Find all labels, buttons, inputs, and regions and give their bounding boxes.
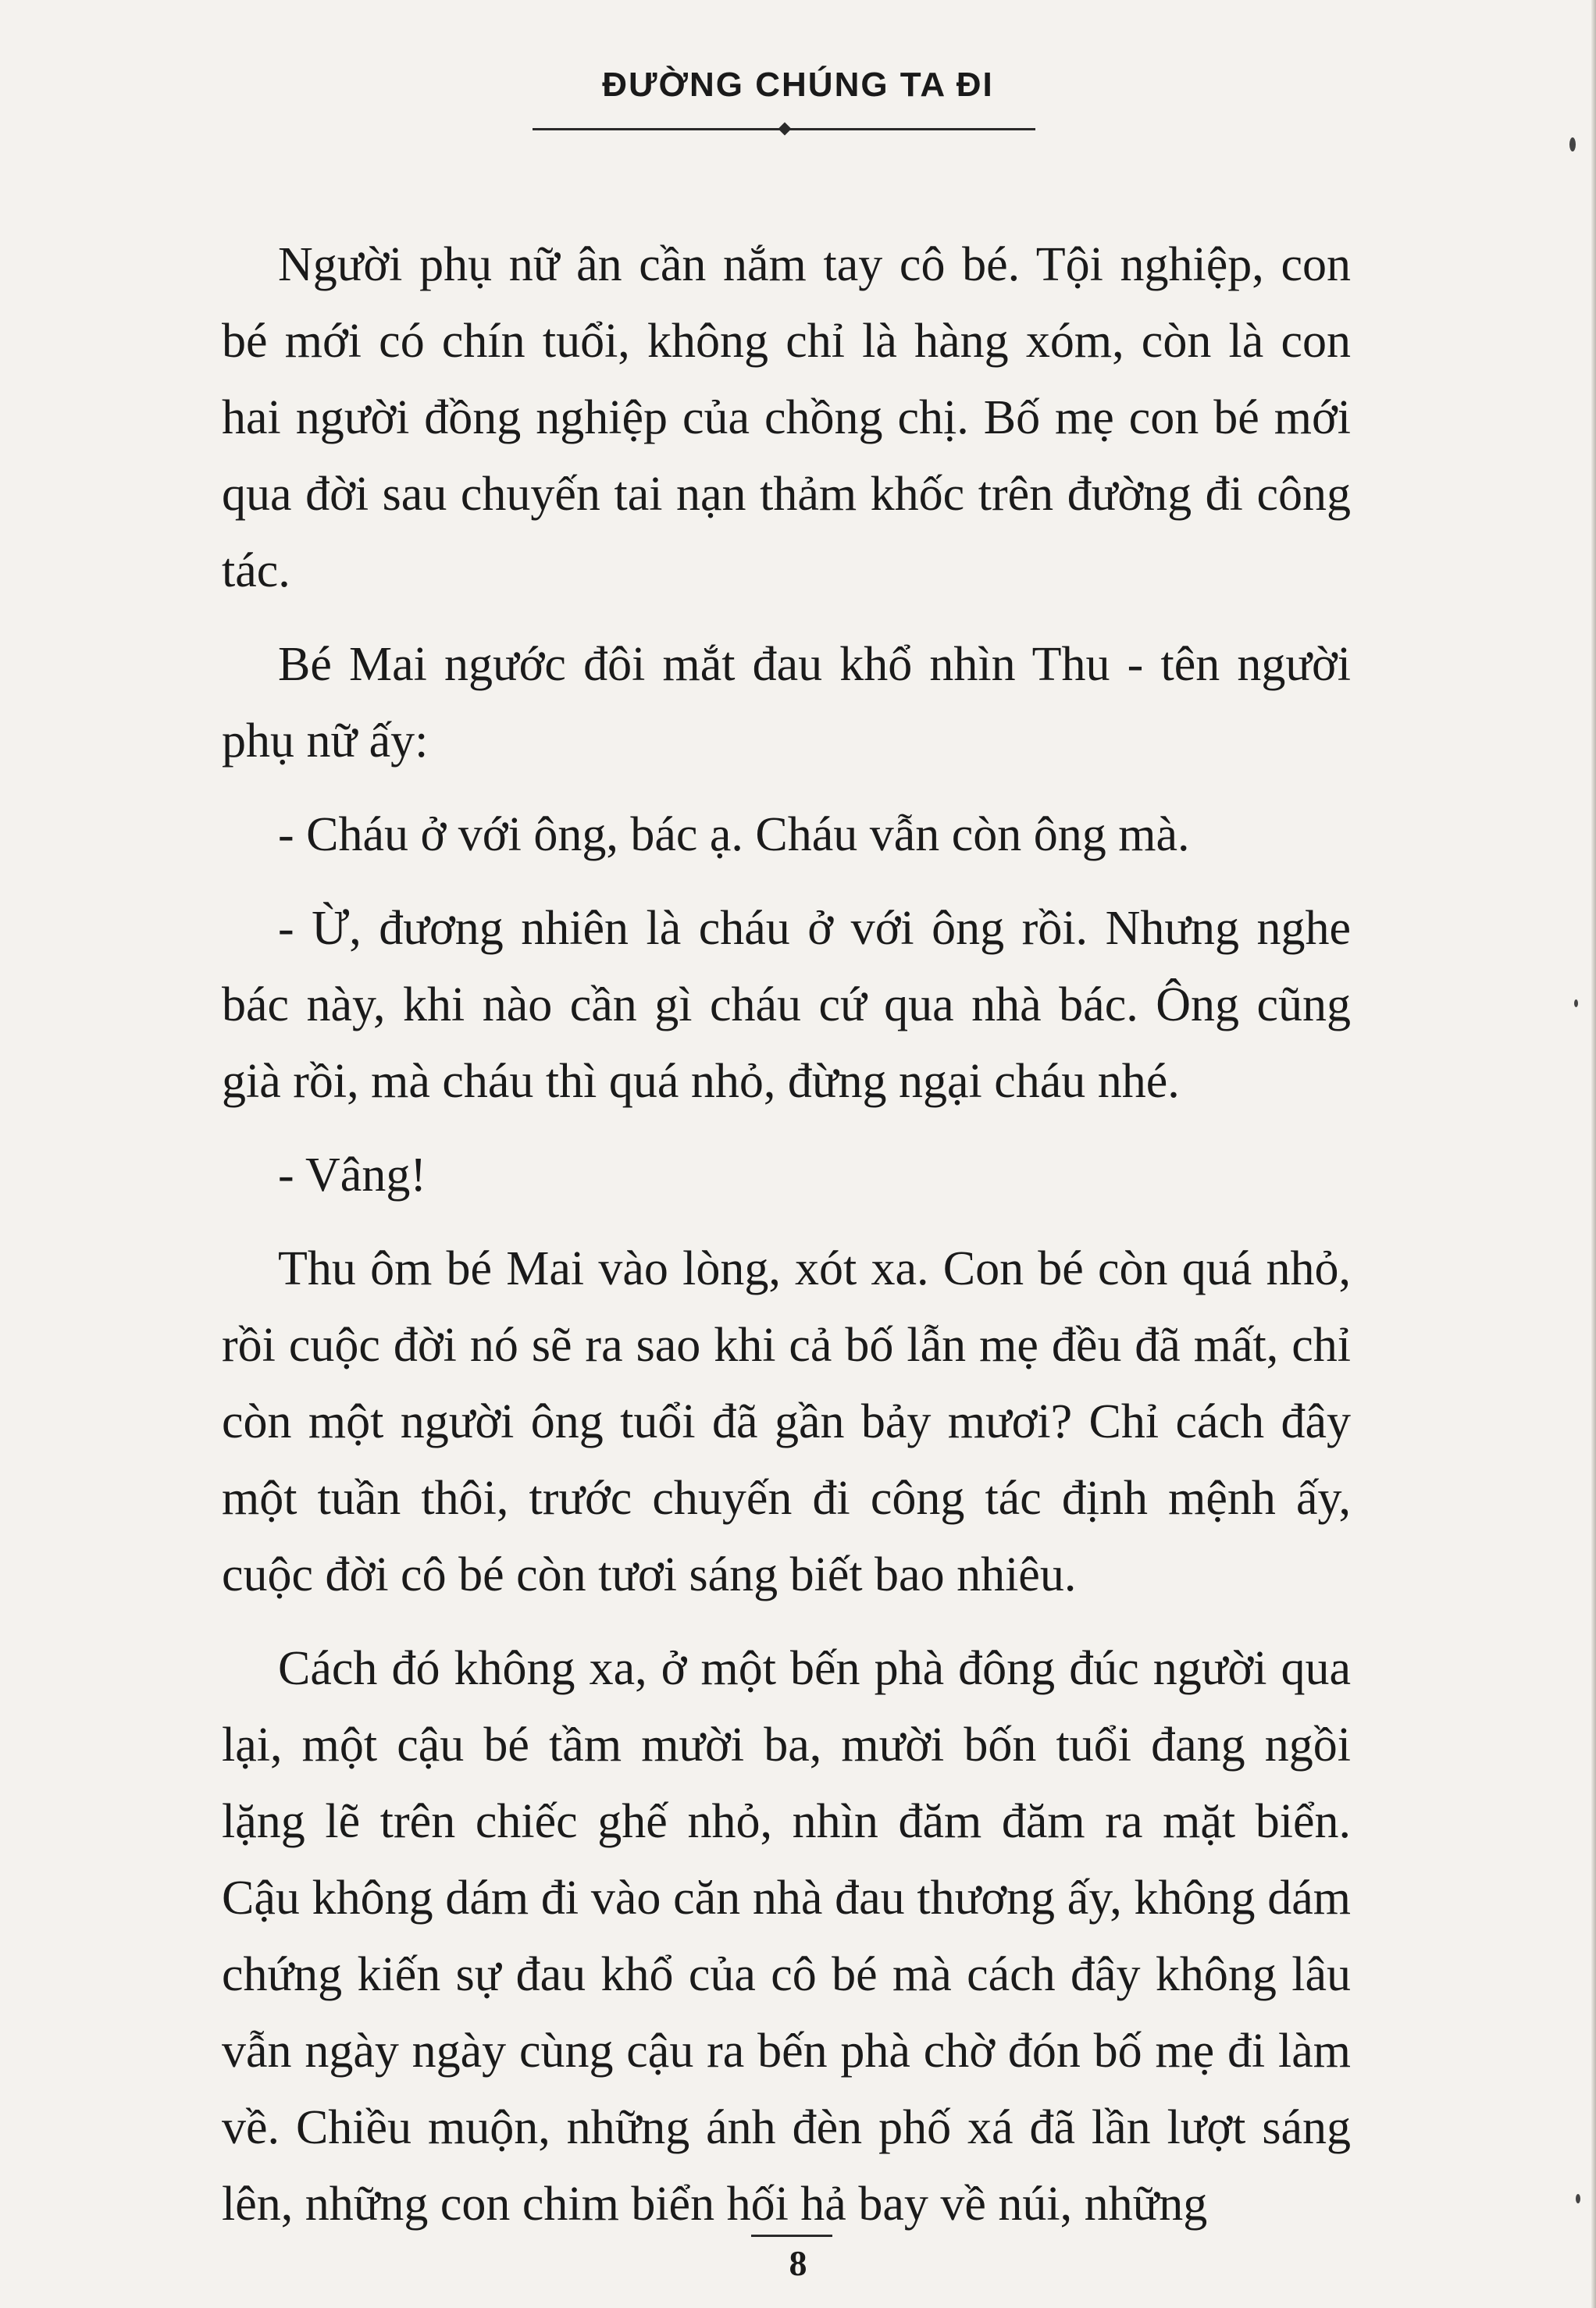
body-text: [222, 226, 1351, 2260]
page-edge-shadow: [1591, 0, 1596, 2308]
paragraph: Người phụ nữ ân cần nắm tay cô bé. Tội nghiệp, con bé mới có chín tuổi, không chỉ là hàng xóm, còn là con hai người đồng nghiệp của chồng chị. Bố mẹ con bé mới qua đời sau chuyến tai nạn thảm khốc trên đường đi công tác.: [222, 238, 1351, 597]
scan-speck: [1576, 2194, 1580, 2203]
dialogue-line: - Vâng!: [278, 1149, 426, 1202]
dialogue-line: - Ừ, đương nhiên là cháu ở với ông rồi. Nhưng nghe bác này, khi nào cần gì cháu cứ qua nhà bác. Ông cũng già rồi, mà cháu thì quá nhỏ, đừng ngại cháu nhé.: [222, 902, 1351, 1108]
paragraph: Thu ôm bé Mai vào lòng, xót xa. Con bé còn quá nhỏ, rồi cuộc đời nó sẽ ra sao khi cả bố lẫn mẹ đều đã mất, chỉ còn một người ông tuổi đã gần bảy mươi? Chỉ cách đây một tuần thôi, trước chuyến đi công tác định mệnh ấy, cuộc đời cô bé còn tươi sáng biết bao nhiêu.: [222, 1242, 1351, 1601]
scan-speck: [1569, 137, 1576, 151]
footer-rule: [751, 2235, 832, 2237]
page-header: [0, 66, 1596, 105]
scan-speck: [1574, 999, 1578, 1007]
dialogue-line: - Cháu ở với ông, bác ạ. Cháu vẫn còn ông mà.: [278, 808, 1190, 861]
paragraph: Cách đó không xa, ở một bến phà đông đúc người qua lại, một cậu bé tầm mười ba, mười bốn tuổi đang ngồi lặng lẽ trên chiếc ghế nhỏ, nhìn đăm đăm ra mặt biển. Cậu không dám đi vào căn nhà đau thương ấy, không dám chứng kiến sự đau khổ của cô bé mà cách đây không lâu vẫn ngày ngày cùng cậu ra bến phà chờ đón bố mẹ đi làm về. Chiều muộn, những ánh đèn phố xá đã lần lượt sáng lên, những con chim biển hối hả bay về núi, những: [222, 1642, 1351, 2231]
running-title: ĐƯỜNG CHÚNG TA ĐI: [602, 66, 994, 104]
page-number: 8: [789, 2243, 807, 2283]
paragraph: Bé Mai ngước đôi mắt đau khổ nhìn Thu - tên người phụ nữ ấy:: [222, 638, 1351, 768]
header-rule-ornament: [778, 123, 792, 136]
